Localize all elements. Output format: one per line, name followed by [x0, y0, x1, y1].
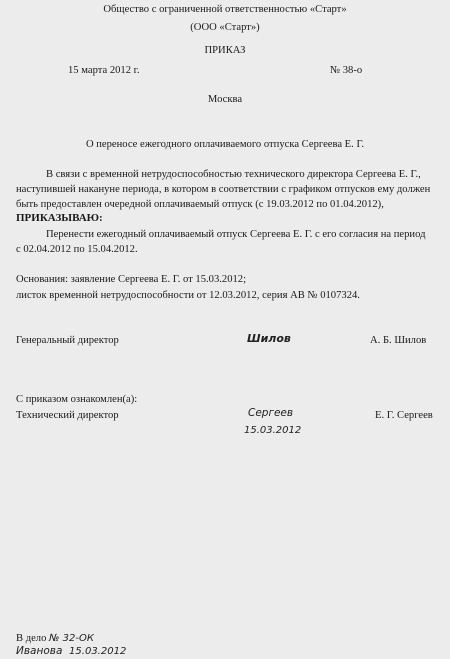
employee-sign-date: 15.03.2012 [244, 425, 302, 436]
clerk-line [16, 645, 126, 658]
file-label-line [16, 632, 94, 645]
acknowledge-title: Технический директор [16, 410, 119, 421]
doc-type: ПРИКАЗ [204, 45, 246, 56]
body-para1-line2: наступившей накануне периода, в котором в соответствии с графиком отпусков ему должен [16, 184, 431, 195]
org-short-name: (ООО «Старт») [190, 22, 260, 33]
file-label: В дело [16, 633, 47, 644]
body-para1-line3: быть предоставлен очередной оплачиваемый отпуск (с 19.03.2012 по 01.04.2012), [16, 199, 384, 210]
order-word: ПРИКАЗЫВАЮ: [16, 212, 103, 224]
file-number: № 32-ОК [49, 633, 94, 644]
order-subject: О переносе ежегодного оплачиваемого отпуска Сергеева Е. Г. [85, 139, 365, 150]
grounds-line1: Основания: заявление Сергеева Е. Г. от 15.03.2012; [16, 274, 247, 285]
order-date: 15 марта 2012 г. [68, 65, 140, 76]
director-signature: Шилов [247, 332, 291, 345]
grounds-line2: листок временной нетрудоспособности от 12.03.2012, серия АВ № 0107324. [16, 290, 360, 301]
employee-signature: Сергеев [248, 407, 294, 419]
clerk-name: Иванова [16, 645, 63, 657]
body-para2-line1: Перенести ежегодный оплачиваемый отпуск Сергеева Е. Г. с его согласия на период [46, 229, 426, 240]
clerk-date: 15.03.2012 [69, 646, 127, 657]
body-para2-line2: с 02.04.2012 по 15.04.2012. [16, 244, 138, 255]
director-name: А. Б. Шилов [370, 335, 427, 346]
body-para1-line1: В связи с временной нетрудоспособностью технического директора Сергеева Е. Г., [46, 169, 421, 180]
director-title: Генеральный директор [16, 335, 119, 346]
employee-name: Е. Г. Сергеев [375, 410, 433, 421]
acknowledge-heading: С приказом ознакомлен(а): [16, 394, 138, 405]
order-number: № 38-о [330, 65, 363, 76]
city: Москва [207, 94, 243, 105]
org-full-name: Общество с ограниченной ответственностью «Старт» [103, 4, 347, 15]
